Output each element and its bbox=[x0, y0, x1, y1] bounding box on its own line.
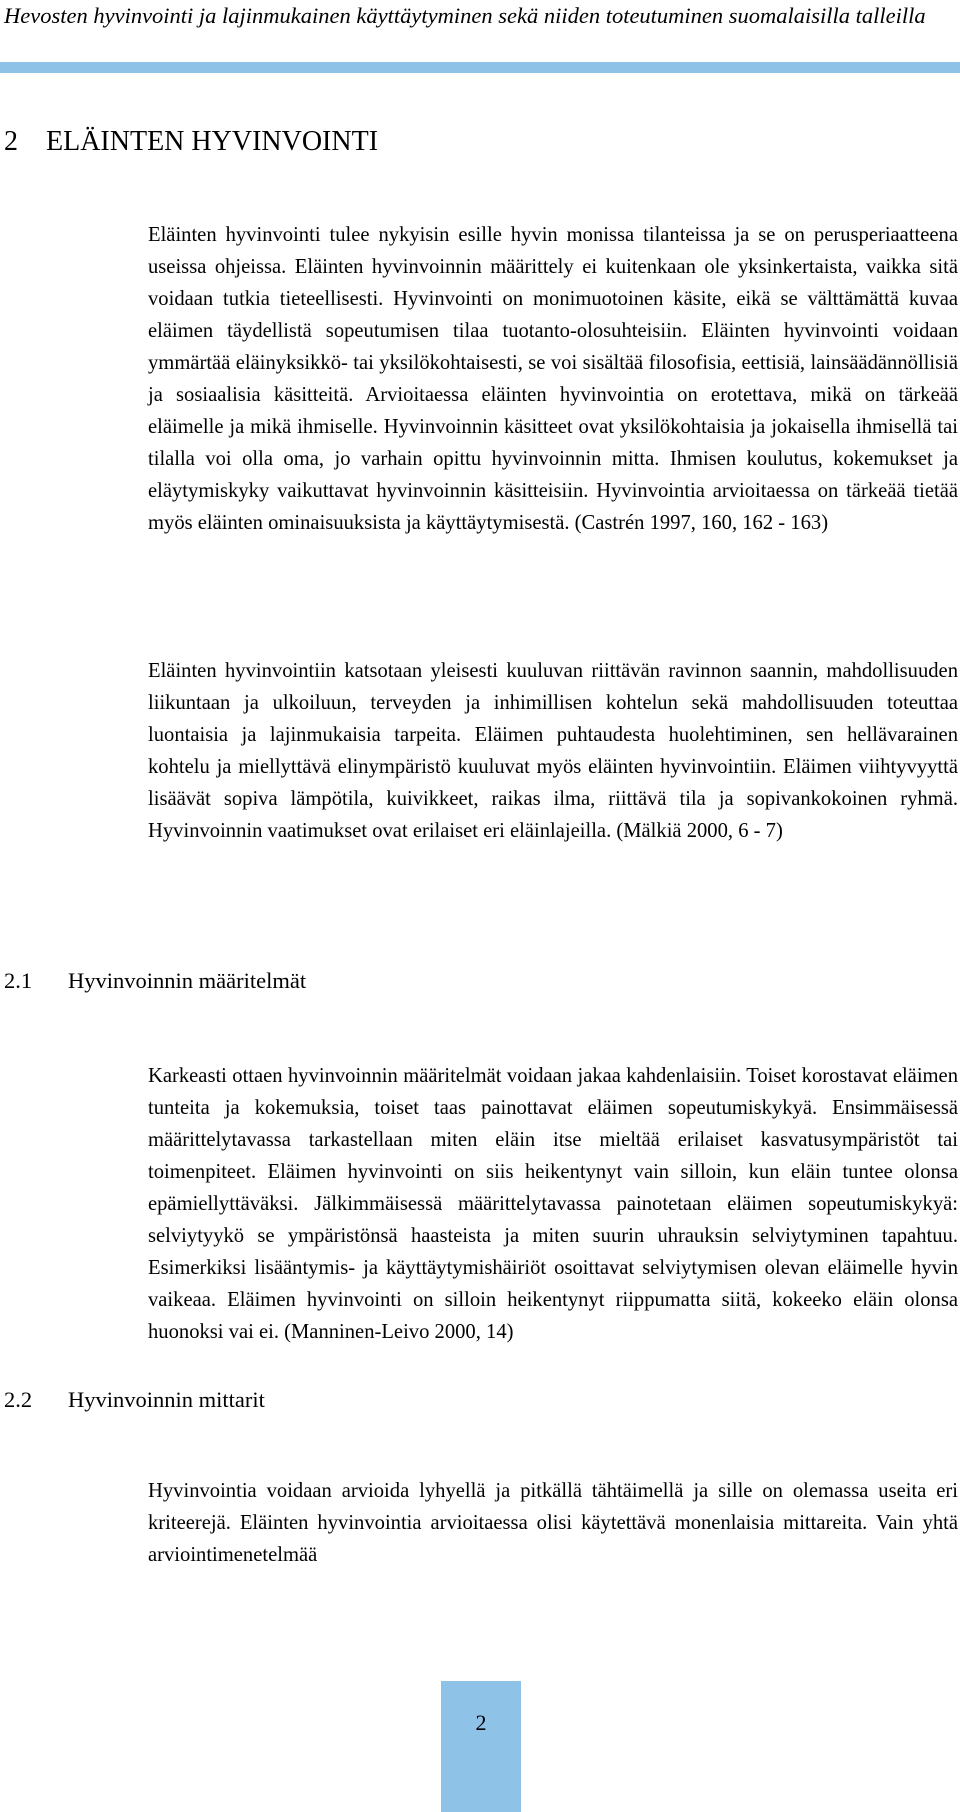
section-number: 2.1 bbox=[4, 968, 33, 993]
section-heading-2-2 bbox=[4, 1386, 265, 1414]
page-number-box bbox=[441, 1681, 521, 1812]
header-rule bbox=[0, 62, 960, 73]
running-header: Hevosten hyvinvointi ja lajinmukainen käyttäytyminen sekä niiden toteutuminen suomalaisilla talleilla bbox=[4, 3, 926, 28]
chapter-heading bbox=[4, 125, 378, 159]
body-paragraph-1: Eläinten hyvinvointi tulee nykyisin esille hyvin monissa tilanteissa ja se on perusperiaatteena useissa ohjeissa. Eläinten hyvinvoinnin määrittely ei kuitenkaan ole yksinkertaista, vaikka sitä voidaan tutkia tieteellisesti. Hyvinvointi on monimuotoinen käsite, eikä se välttämättä kuvaa eläimen täydellistä sopeutumisen tilaa tuotanto-olosuhteisiin. Eläinten hyvinvointi voidaan ymmärtää eläinyksikkö- tai yksilökohtaisesti, se voi sisältää filosofisia, eettisiä, lainsäädännöllisiä ja sosiaalisia käsitteitä. Arvioitaessa eläinten hyvinvointia on erotettava, mikä on tärkeää eläimelle ja mikä ihmiselle. Hyvinvoinnin käsitteet ovat yksilökohtaisia ja jokaisella ihmisellä tai tilalla voi olla oma, jo varhain opittu hyvinvoinnin mitta. Ihmisen koulutus, kokemukset ja eläytymiskyky vaikuttavat hyvinvoinnin käsitteisiin. Hyvinvointia arvioitaessa on tärkeää tietää myös eläinten ominaisuuksista ja käyttäytymisestä. (Castrén 1997, 160, 162 - 163) bbox=[148, 224, 958, 534]
page-number: 2 bbox=[475, 1710, 487, 1735]
section-number: 2.2 bbox=[4, 1387, 33, 1412]
section-title: Hyvinvoinnin mittarit bbox=[68, 1387, 265, 1412]
body-paragraph-2: Eläinten hyvinvointiin katsotaan yleisesti kuuluvan riittävän ravinnon saannin, mahdollisuuden liikuntaan ja ulkoiluun, terveyden ja inhimillisen kohtelun sekä mahdollisuuden toteuttaa luontaisia ja lajinmukaisia tarpeita. Eläimen puhtaudesta huolehtiminen, sen hellävarainen kohtelu ja miellyttävä elinympäristö kuuluvat myös eläinten hyvinvointiin. Eläimen viihtyvyyttä lisäävät sopiva lämpötila, kuivikkeet, raikas ilma, riittävä tila ja sopivankokoinen ryhmä. Hyvinvoinnin vaatimukset ovat erilaiset eri eläinlajeilla. (Mälkiä 2000, 6 - 7) bbox=[148, 660, 958, 842]
body-paragraph-3: Karkeasti ottaen hyvinvoinnin määritelmät voidaan jakaa kahdenlaisiin. Toiset korostavat eläimen tunteita ja kokemuksia, toiset taas painottavat eläimen sopeutumiskykyä. Ensimmäisessä määrittelytavassa tarkastellaan miten eläin itse mieltää erilaiset kasvatusympäristöt tai toimenpiteet. Eläimen hyvinvointi on siis heikentynyt vain silloin, kun eläin tuntee olonsa epämiellyttäväksi. Jälkimmäisessä määrittelytavassa painotetaan eläimen sopeutumiskykyä: selviytyykö se ympäristönsä haasteista ja miten suurin uhrauksin selviytyminen tapahtuu. Esimerkiksi lisääntymis- ja käyttäytymishäiriöt osoittavat selviytymisen olevan eläimelle hyvin vaikeaa. Eläimen hyvinvointi on silloin heikentynyt riippumatta siitä, kokeeko eläin olonsa huonoksi vai ei. (Manninen-Leivo 2000, 14) bbox=[148, 1065, 958, 1343]
body-paragraph-4: Hyvinvointia voidaan arvioida lyhyellä ja pitkällä tähtäimellä ja sille on olemassa useita eri kriteerejä. Eläinten hyvinvointia arvioitaessa olisi käytettävä monenlaisia mittareita. Vain yhtä arviointimenetelmää bbox=[148, 1480, 958, 1566]
chapter-title: ELÄINTEN HYVINVOINTI bbox=[46, 126, 379, 157]
chapter-number: 2 bbox=[4, 126, 18, 157]
section-heading-2-1 bbox=[4, 967, 306, 995]
section-title: Hyvinvoinnin määritelmät bbox=[68, 968, 307, 993]
